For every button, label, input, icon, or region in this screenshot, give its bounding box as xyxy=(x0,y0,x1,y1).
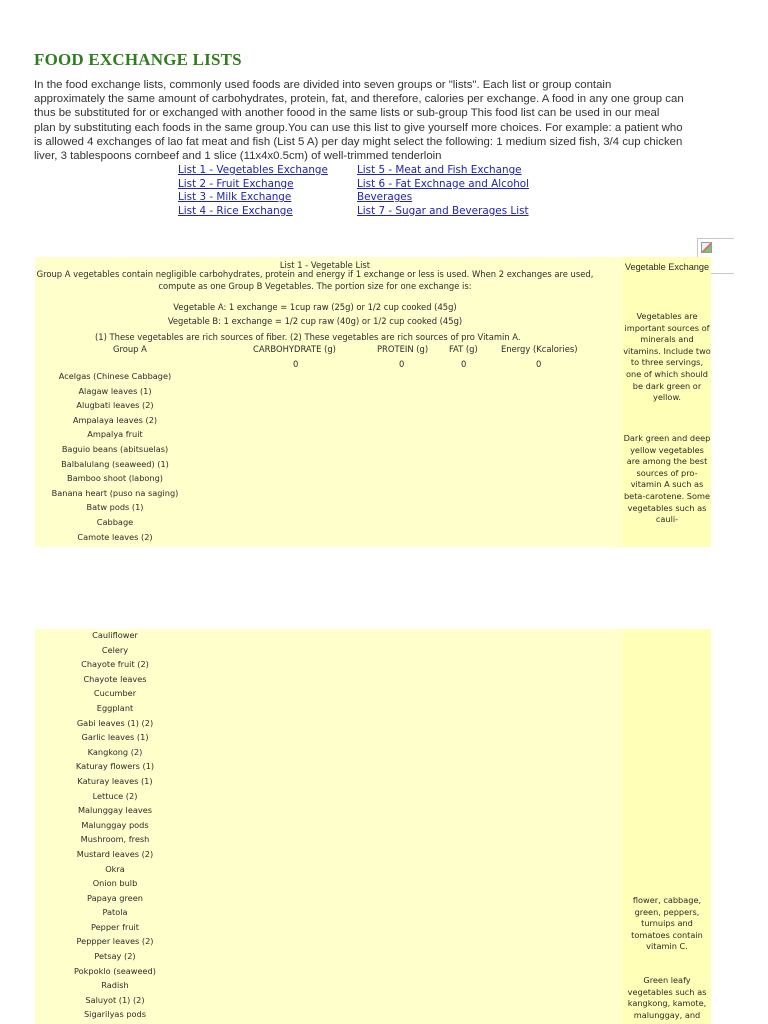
vegetable-item: Chayote fruit (2) xyxy=(81,659,149,670)
vegetable-item: Malunggay pods xyxy=(81,819,149,830)
vegetable-item: Balbalulang (seaweed) (1) xyxy=(61,458,169,469)
list-links-left xyxy=(178,164,328,218)
link-list-1[interactable]: List 1 - Vegetables Exchange xyxy=(178,164,328,176)
protein-value: 0 xyxy=(399,359,405,369)
vegetable-item: Cucumber xyxy=(93,688,137,699)
link-list-2[interactable]: List 2 - Fruit Exchange xyxy=(178,177,294,190)
vegetable-item: Celery xyxy=(101,644,129,655)
vegetable-item: Malunggay leaves xyxy=(77,805,153,816)
vegetable-item: Patola xyxy=(102,907,128,918)
vegetable-item: Onion bulb xyxy=(92,878,138,889)
broken-image-icon xyxy=(701,242,712,253)
table-description: Group A vegetables contain negligible carbohydrates, protein and energy if 1 exchange or less is used. When 2 exchanges are used, compute as one Group B Vegetables. The portion size for one exchange is: xyxy=(36,269,594,291)
link-list-5[interactable]: List 5 - Meat and Fish Exchange xyxy=(357,164,522,176)
vegetable-item: Batw pods (1) xyxy=(86,502,144,513)
vegetable-item: Peppper leaves (2) xyxy=(76,936,154,947)
side-note-provitamin: Dark green and deep yellow vegetables are among the best sources of pro-vitamin A such as beta-carotene. Some vegetables such as cauli- xyxy=(623,433,711,525)
fat-value: 0 xyxy=(461,359,467,369)
vegetable-item: Katuray flowers (1) xyxy=(75,761,155,772)
vegetable-table-part-2 xyxy=(35,629,707,1024)
vegetable-item: Lettuce (2) xyxy=(92,790,138,801)
carbohydrate-value: 0 xyxy=(293,359,299,369)
vegetable-item: Baguio beans (abitsuelas) xyxy=(61,443,169,454)
vegetable-item: Sigarilyas pods xyxy=(83,1009,146,1020)
vegetable-a-portion: Vegetable A: 1 exchange = 1cup raw (25g) or 1/2 cup cooked (45g) xyxy=(173,302,457,312)
side-column-part-1 xyxy=(623,257,711,547)
side-note-green-leafy: Green leafy vegetables such as kangkong, kamote, malunggay, and xyxy=(627,975,707,1020)
vegetable-item: Ampalya fruit xyxy=(87,429,143,440)
page-title: FOOD EXCHANGE LISTS xyxy=(34,50,242,69)
col-header-energy: Energy (Kcalories) xyxy=(501,344,578,354)
col-header-fat: FAT (g) xyxy=(449,344,478,354)
vegetable-item: Kangkong (2) xyxy=(87,746,143,757)
vegetable-item: Chayote leaves xyxy=(83,673,147,684)
vegetable-item: Mustard leaves (2) xyxy=(76,848,154,859)
vegetable-item: Pokpoklo (seaweed) xyxy=(74,965,156,976)
col-header-carbohydrate: CARBOHYDRATE (g) xyxy=(253,344,336,354)
vegetable-item: Bamboo shoot (labong) xyxy=(67,473,163,484)
vegetable-item: Papaya green xyxy=(87,892,143,903)
vegetable-item: Gabi leaves (1) (2) xyxy=(76,717,154,728)
vegetable-item: Katuray leaves (1) xyxy=(77,775,153,786)
link-list-7[interactable]: List 7 - Sugar and Beverages List xyxy=(357,204,529,217)
vegetable-table-part-1 xyxy=(35,257,711,547)
vegetable-item: Cabbage xyxy=(96,516,134,527)
link-list-3[interactable]: List 3 - Milk Exchange xyxy=(178,191,292,204)
col-header-protein: PROTEIN (g) xyxy=(377,344,429,354)
vegetable-item: Acelgas (Chinese Cabbage) xyxy=(58,371,172,381)
vegetable-b-portion: Vegetable B: 1 exchange = 1/2 cup raw (40g) or 1/2 cup cooked (45g) xyxy=(167,316,463,326)
link-list-6-beverages[interactable]: Beverages xyxy=(357,191,413,204)
vegetable-item: Banana heart (puso na saging) xyxy=(51,487,179,498)
link-list-4[interactable]: List 4 - Rice Exchange xyxy=(178,204,293,217)
side-column-part-2 xyxy=(623,629,711,1024)
vegetable-item: Camote leaves (2) xyxy=(77,531,153,542)
vegetable-item: Garlic leaves (1) xyxy=(81,732,149,743)
col-header-group: Group A xyxy=(113,344,147,354)
vegetable-item: Radish xyxy=(101,980,129,991)
vegetable-item: Mushroom, fresh xyxy=(80,834,150,845)
link-list-6[interactable]: List 6 - Fat Exchnage and Alcohol xyxy=(357,177,530,190)
vegetable-item: Petsay (2) xyxy=(94,951,136,962)
vegetable-item: Saluyot (1) (2) xyxy=(85,994,145,1005)
vegetable-list-part-2 xyxy=(35,628,195,1022)
side-note-vitamin-c: flower, cabbage, green, peppers, turnuips and tomatoes contain vitamin C. xyxy=(631,895,703,952)
intro-paragraph: In the food exchange lists, commonly used foods are divided into seven groups or "lists". Each list or group contain approximately the same amount of carbohydrates, protein, fat, and therefore, calories per exchange. A food in any one group can thus be substituted for or exchanged with another foood in the same lists or sub-group This food list can be used in our meal plan by substituting each foods in the same group.You can use this list to give yourself more choices. For example: a patient who is allowed 4 exchanges of lao fat meat and fish (List 5 A) per day might select the following: 1 medium sized fish, 3/4 cup chicken liver, 3 tablespoons cornbeef and 1 slice (11x4x0.5cm) of well-trimmed tenderloin xyxy=(34,79,684,163)
vegetable-item: Cauliflower xyxy=(92,630,138,640)
table-subtitle: List 1 - Vegetable List xyxy=(279,260,371,270)
vegetable-item: Eggplant xyxy=(96,702,134,713)
vegetable-item: Ampalaya leaves (2) xyxy=(72,414,158,425)
side-note-minerals: Vegetables are important sources of minerals and vitamins. Include two to three servings, one of which should be dark green or yellow. xyxy=(623,311,711,403)
vegetable-item: Alagaw leaves (1) xyxy=(78,385,152,396)
energy-value: 0 xyxy=(536,359,542,369)
vegetable-item: Pepper fruit xyxy=(90,921,139,932)
rich-sources-note: (1) These vegetables are rich sources of fiber. (2) These vegetables are rich sources of pro Vitamin A. xyxy=(95,332,521,342)
list-links-right xyxy=(357,164,529,218)
vegetable-item: Alugbati leaves (2) xyxy=(76,400,154,411)
vegetable-item: Okra xyxy=(105,863,125,874)
vegetable-list-part-1 xyxy=(35,369,195,544)
side-heading: Vegetable Exchange xyxy=(624,262,710,272)
